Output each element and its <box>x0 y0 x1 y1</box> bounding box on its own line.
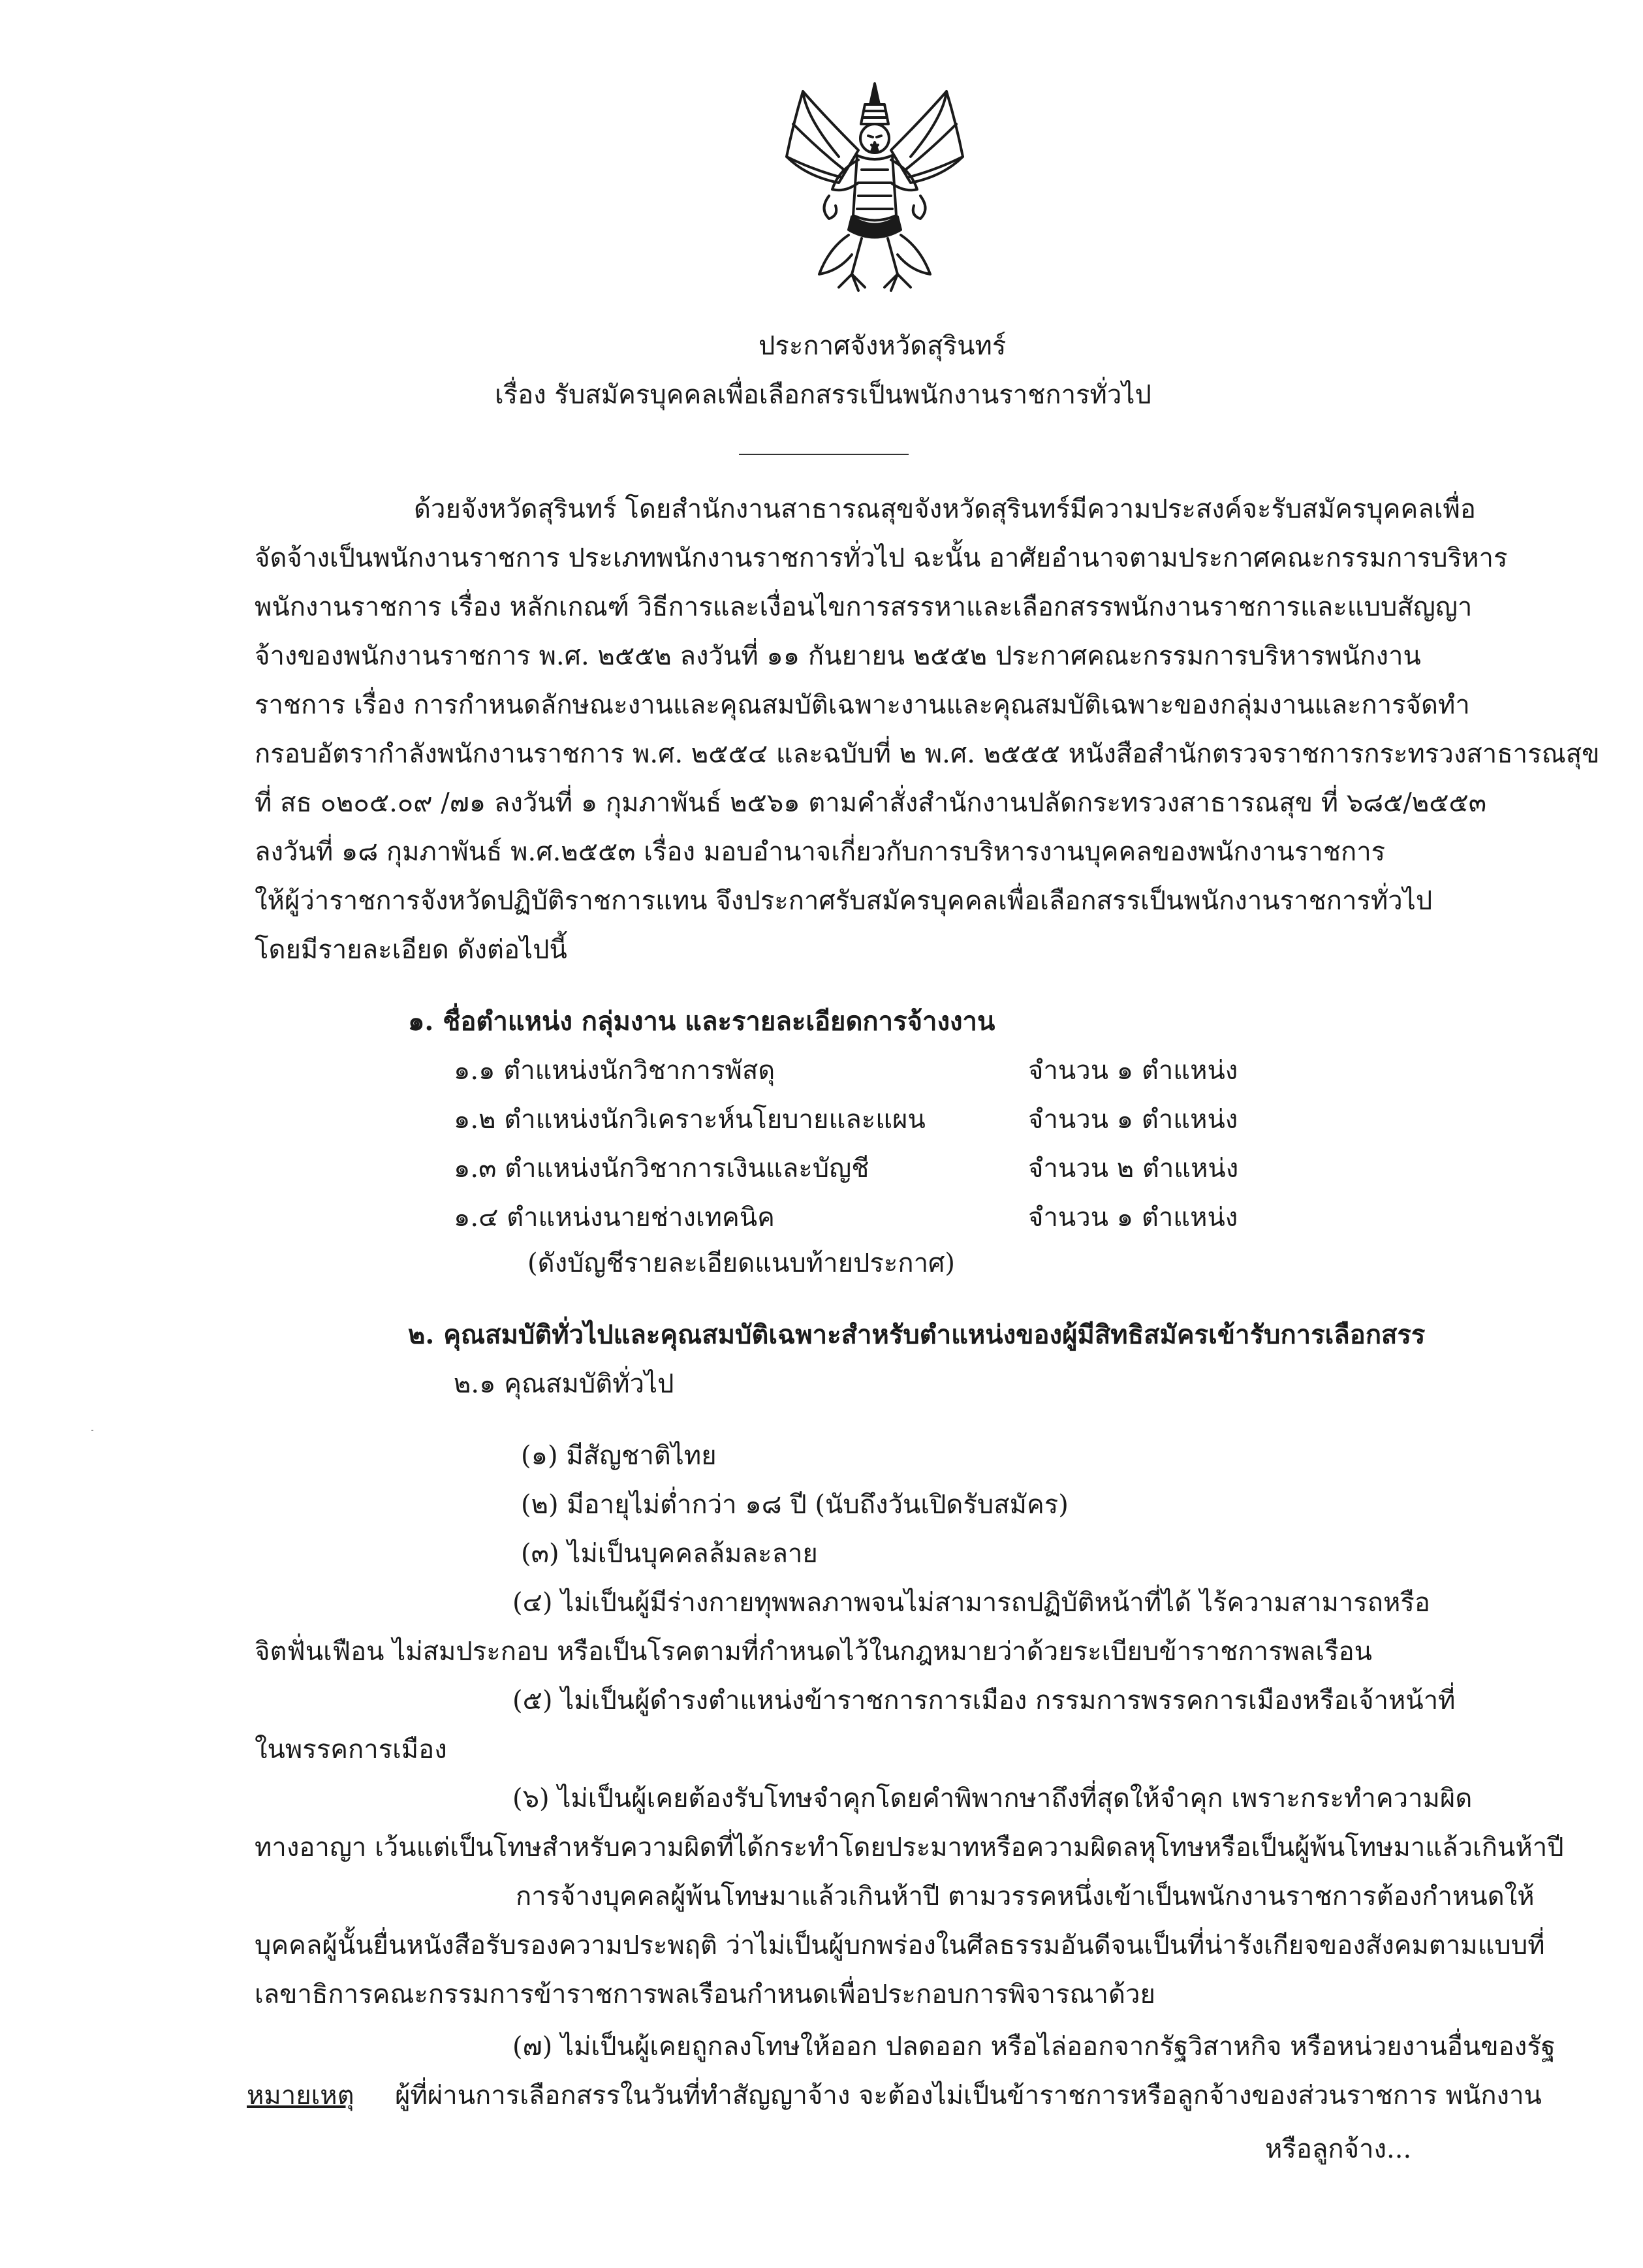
section2-subheading: ๒.๑ คุณสมบัติทั่วไป <box>454 1369 674 1399</box>
position-name: ๑.๓ ตำแหน่งนักวิชาการเงินและบัญชี <box>454 1154 869 1184</box>
intro-line: พนักงานราชการ เรื่อง หลักเกณฑ์ วิธีการและเงื่อนไขการสรรหาและเลือกสรรพนักงานราชการและแบบสัญญา <box>255 592 1473 622</box>
qualification-continuation: ทางอาญา เว้นแต่เป็นโทษสำหรับความผิดที่ได้กระทำโดยประมาทหรือความผิดลหุโทษหรือเป็นผู้พ้นโทษมาแล้วเกินห้าปี <box>255 1833 1564 1863</box>
qualification-item: (๔) ไม่เป็นผู้มีร่างกายทุพพลภาพจนไม่สามารถปฏิบัติหน้าที่ได้ ไร้ความสามารถหรือ <box>512 1588 1430 1618</box>
intro-line: ลงวันที่ ๑๘ กุมภาพันธ์ พ.ศ.๒๕๕๓ เรื่อง มอบอำนาจเกี่ยวกับการบริหารงานบุคคลของพนักงานราชการ <box>255 837 1386 867</box>
position-count: จำนวน ๒ ตำแหน่ง <box>1028 1154 1239 1184</box>
position-count: จำนวน ๑ ตำแหน่ง <box>1028 1056 1238 1086</box>
scan-speck <box>91 1430 93 1431</box>
position-count: จำนวน ๑ ตำแหน่ง <box>1028 1105 1238 1135</box>
intro-line: ราชการ เรื่อง การกำหนดลักษณะงานและคุณสมบัติเฉพาะงานและคุณสมบัติเฉพาะของกลุ่มงานและการจัดทำ <box>255 690 1470 720</box>
qualification-continuation: เลขาธิการคณะกรรมการข้าราชการพลเรือนกำหนดเพื่อประกอบการพิจารณาด้วย <box>255 1979 1155 2009</box>
qualification-item: (๑) มีสัญชาติไทย <box>521 1441 717 1471</box>
position-name: ๑.๑ ตำแหน่งนักวิชาการพัสดุ <box>454 1056 775 1086</box>
footnote-label: หมายเหตุ <box>247 2081 354 2111</box>
qualification-item: (๓) ไม่เป็นบุคคลล้มละลาย <box>521 1539 818 1569</box>
intro-line: ที่ สธ ๐๒๐๕.๐๙ /๗๑ ลงวันที่ ๑ กุมภาพันธ์ ๒๕๖๑ ตามคำสั่งสำนักงานปลัดกระทรวงสาธารณสุข ที่ ๖๘๕/๒๕๕๓ <box>255 788 1487 818</box>
qualification-item: (๕) ไม่เป็นผู้ดำรงตำแหน่งข้าราชการการเมือง กรรมการพรรคการเมืองหรือเจ้าหน้าที่ <box>512 1686 1456 1716</box>
qualification-item: (๒) มีอายุไม่ต่ำกว่า ๑๘ ปี (นับถึงวันเปิดรับสมัคร) <box>521 1490 1069 1520</box>
subject-line: เรื่อง รับสมัครบุคคลเพื่อเลือกสรรเป็นพนักงานราชการทั่วไป <box>495 380 1151 410</box>
garuda-emblem <box>767 78 982 300</box>
intro-line: จ้างของพนักงานราชการ พ.ศ. ๒๕๕๒ ลงวันที่ ๑๑ กันยายน ๒๕๕๒ ประกาศคณะกรรมการบริหารพนักงาน <box>255 641 1421 671</box>
intro-line: จัดจ้างเป็นพนักงานราชการ ประเภทพนักงานราชการทั่วไป ฉะนั้น อาศัยอำนาจตามประกาศคณะกรรมการบริหาร <box>255 543 1508 573</box>
qualification-continuation: ในพรรคการเมือง <box>255 1735 447 1765</box>
positions-note: (ดังบัญชีรายละเอียดแนบท้ายประกาศ) <box>527 1248 956 1278</box>
qualification-continuation: บุคคลผู้นั้นยื่นหนังสือรับรองความประพฤติ ว่าไม่เป็นผู้บกพร่องในศีลธรรมอันดีจนเป็นที่น่ารังเกียจของสังคมตามแบบที่ <box>255 1930 1545 1961</box>
qualification-continuation: จิตฟั่นเฟือน ไม่สมประกอบ หรือเป็นโรคตามที่กำหนดไว้ในกฎหมายว่าด้วยระเบียบข้าราชการพลเรือน <box>255 1637 1372 1667</box>
intro-line: ให้ผู้ว่าราชการจังหวัดปฏิบัติราชการแทน จึงประกาศรับสมัครบุคคลเพื่อเลือกสรรเป็นพนักงานราชการทั่วไป <box>255 886 1433 916</box>
qualification-item: (๗) ไม่เป็นผู้เคยถูกลงโทษให้ออก ปลดออก หรือไล่ออกจากรัฐวิสาหกิจ หรือหน่วยงานอื่นของรัฐ <box>512 2032 1556 2062</box>
section2-heading: ๒. คุณสมบัติทั่วไปและคุณสมบัติเฉพาะสำหรับตำแหน่งของผู้มีสิทธิสมัครเข้ารับการเลือกสรร <box>408 1319 1426 1350</box>
section1-heading: ๑. ชื่อตำแหน่ง กลุ่มงาน และรายละเอียดการจ้างงาน <box>408 1006 995 1037</box>
intro-line: โดยมีรายละเอียด ดังต่อไปนี้ <box>255 935 567 965</box>
intro-line: ด้วยจังหวัดสุรินทร์ โดยสำนักงานสาธารณสุขจังหวัดสุรินทร์มีความประสงค์จะรับสมัครบุคคลเพื่อ <box>414 494 1476 524</box>
intro-line: กรอบอัตรากำลังพนักงานราชการ พ.ศ. ๒๕๕๔ และฉบับที่ ๒ พ.ศ. ๒๕๕๕ หนังสือสำนักตรวจราชการกระทรวงสาธารณสุข <box>255 739 1600 769</box>
page-continuation: หรือลูกจ้าง... <box>1265 2134 1412 2164</box>
page-title: ประกาศจังหวัดสุรินทร์ <box>759 331 1007 361</box>
position-name: ๑.๒ ตำแหน่งนักวิเคราะห์นโยบายและแผน <box>454 1105 926 1135</box>
qualification-continuation: การจ้างบุคคลผู้พ้นโทษมาแล้วเกินห้าปี ตามวรรคหนึ่งเข้าเป็นพนักงานราชการต้องกำหนดให้ <box>516 1882 1535 1912</box>
footnote-text: ผู้ที่ผ่านการเลือกสรรในวันที่ทำสัญญาจ้าง จะต้องไม่เป็นข้าราชการหรือลูกจ้างของส่วนราชการ พนักงาน <box>395 2081 1542 2111</box>
position-name: ๑.๔ ตำแหน่งนายช่างเทคนิค <box>454 1203 775 1233</box>
position-count: จำนวน ๑ ตำแหน่ง <box>1028 1203 1238 1233</box>
qualification-item: (๖) ไม่เป็นผู้เคยต้องรับโทษจำคุกโดยคำพิพากษาถึงที่สุดให้จำคุก เพราะกระทำความผิด <box>512 1784 1473 1814</box>
heading-divider <box>739 454 909 455</box>
